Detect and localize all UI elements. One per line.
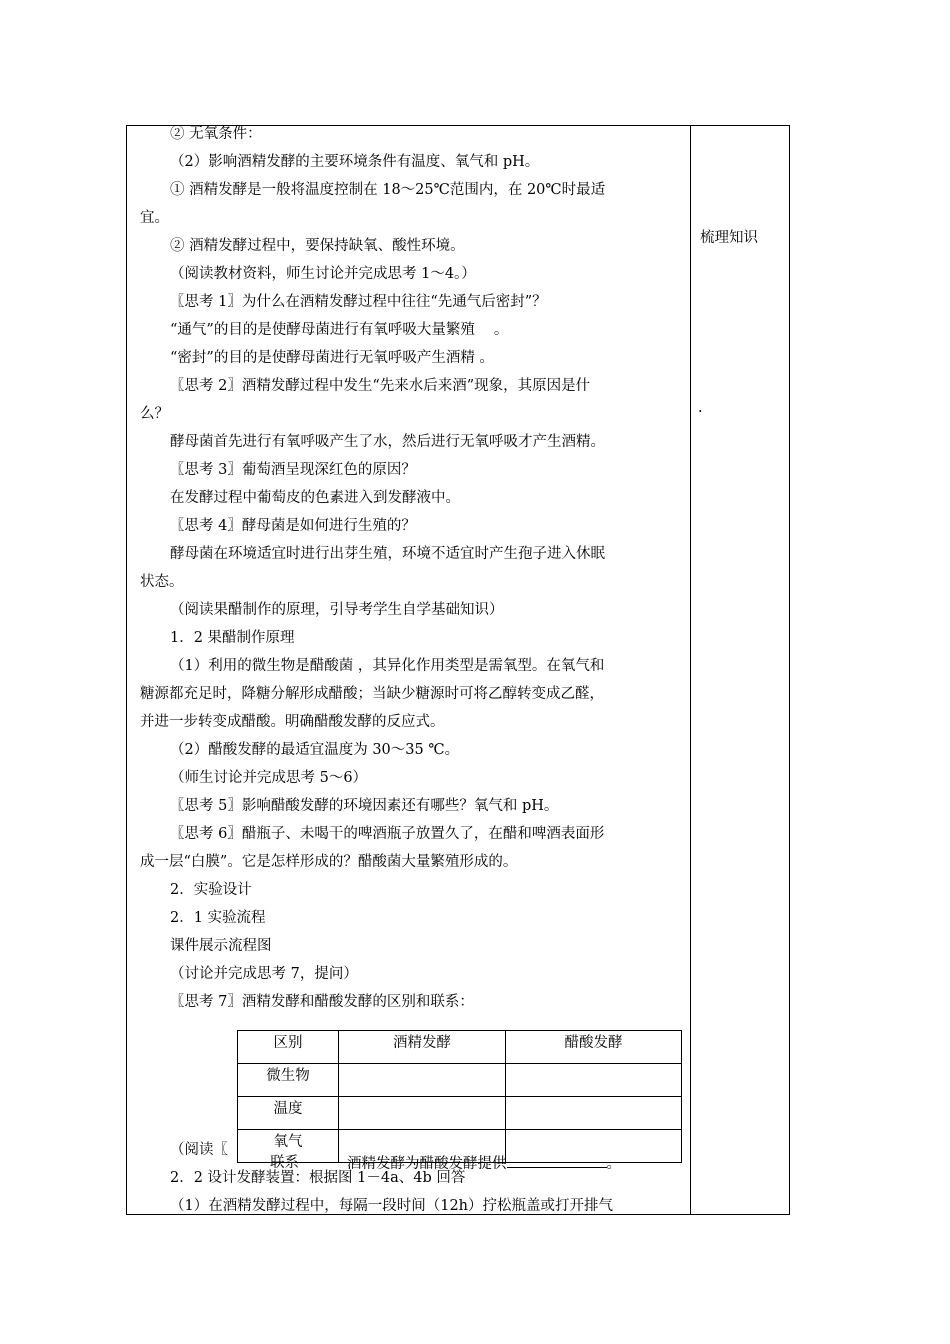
text-line: 〖思考 4〗酵母菌是如何进行生殖的？ [170,518,416,534]
text-line: 酵母菌在环境适宜时进行出芽生殖，环境不适宜时产生孢子进入休眠 [170,546,605,562]
table-header-cell: 酒精发酵 [339,1031,506,1064]
text-line: 么？ [140,406,169,422]
text-line: 成一层“白膜”。它是怎样形成的？醋酸菌大量繁殖形成的。 [140,854,518,870]
text-line: 1．2 果醋制作原理 [170,630,295,646]
table-link-label: 联系 [270,1155,299,1171]
text-line: （师生讨论并完成思考 5～6） [170,770,368,786]
text-line: （1）在酒精发酵过程中，每隔一段时间（12h）拧松瓶盖或打开排气 [170,1198,614,1214]
table-row-label: 微生物 [238,1064,339,1097]
text-line: （2）影响酒精发酵的主要环境条件有温度、氧气和 pH。 [170,154,540,170]
comparison-table [237,1030,682,1163]
text-line: 课件展示流程图 [170,938,272,954]
table-row-label: 温度 [238,1097,339,1130]
text-line: 〖思考 1〗为什么在酒精发酵过程中往往“先通气后密封”？ [170,294,547,310]
text-line: 〖思考 3〗葡萄酒呈现深红色的原因？ [170,462,416,478]
text-line: 〖思考 6〗醋瓶子、未喝干的啤酒瓶子放置久了，在醋和啤酒表面形 [170,826,605,842]
text-line: “密封”的目的是使酵母菌进行无氧呼吸产生酒精 。 [170,350,494,366]
table-row [238,1097,682,1130]
column-divider [690,125,691,1215]
text-line: ① 酒精发酵是一般将温度控制在 18～25℃范围内，在 20℃时最适 [170,182,606,198]
table-header-row [238,1031,682,1064]
table-cell-empty [506,1097,682,1130]
table-header-cell: 区别 [238,1031,339,1064]
table-cell-empty [339,1064,506,1097]
text-line: （阅读教材资料，师生讨论并完成思考 1～4。） [170,266,476,282]
main-content [140,120,685,1214]
table-row [238,1064,682,1097]
text-line: 〖思考 7〗酒精发酵和醋酸发酵的区别和联系： [170,994,474,1010]
text-line: （讨论并完成思考 7，提问） [170,966,358,982]
side-note-dot: . [698,400,703,416]
text-line: （阅读〖 [170,1142,228,1158]
text-line: 2．1 实验流程 [170,910,266,926]
table-link-end: 。 [606,1156,621,1172]
fill-in-blank[interactable] [507,1153,607,1168]
text-line: 并进一步转变成醋酸。明确醋酸发酵的反应式。 [140,714,445,730]
text-line: “通气”的目的是使酵母菌进行有氧呼吸大量繁殖 。 [170,322,509,338]
text-line: ② 无氧条件： [170,126,262,142]
text-line: 在发酵过程中葡萄皮的色素进入到发酵液中。 [170,490,460,506]
table-link-text: 酒精发酵为醋酸发酵提供 [347,1156,507,1172]
text-line: 2．实验设计 [170,882,252,898]
text-line: （阅读果醋制作的原理，引导考学生自学基础知识） [170,602,504,618]
table-cell-empty [339,1097,506,1130]
table-row-label: 氧气 [238,1130,339,1163]
text-line: 宜。 [140,210,169,226]
table-header-cell: 醋酸发酵 [506,1031,682,1064]
text-line: （1）利用的微生物是醋酸菌 ，其异化作用类型是需氧型。在氧气和 [170,658,605,674]
text-line: （2）醋酸发酵的最适宜温度为 30～35 ℃。 [170,742,460,758]
side-note-label: 梳理知识 [700,230,758,246]
text-line: ② 酒精发酵过程中，要保持缺氧、酸性环境。 [170,238,465,254]
text-line: 糖源都充足时，降糖分解形成醋酸；当缺少糖源时可将乙醇转变成乙醛， [140,686,604,702]
text-line: 酵母菌首先进行有氧呼吸产生了水，然后进行无氧呼吸才产生酒精。 [170,434,605,450]
text-line: 〖思考 5〗影响醋酸发酵的环境因素还有哪些？氧气和 pH。 [170,798,559,814]
text-line: 状态。 [140,574,184,590]
table-cell-empty [506,1064,682,1097]
text-line: 2．2 设计发酵装置：根据图 1－4a、4b 回答 [170,1170,466,1186]
text-line: 〖思考 2〗酒精发酵过程中发生“先来水后来酒”现象，其原因是什 [170,378,591,394]
